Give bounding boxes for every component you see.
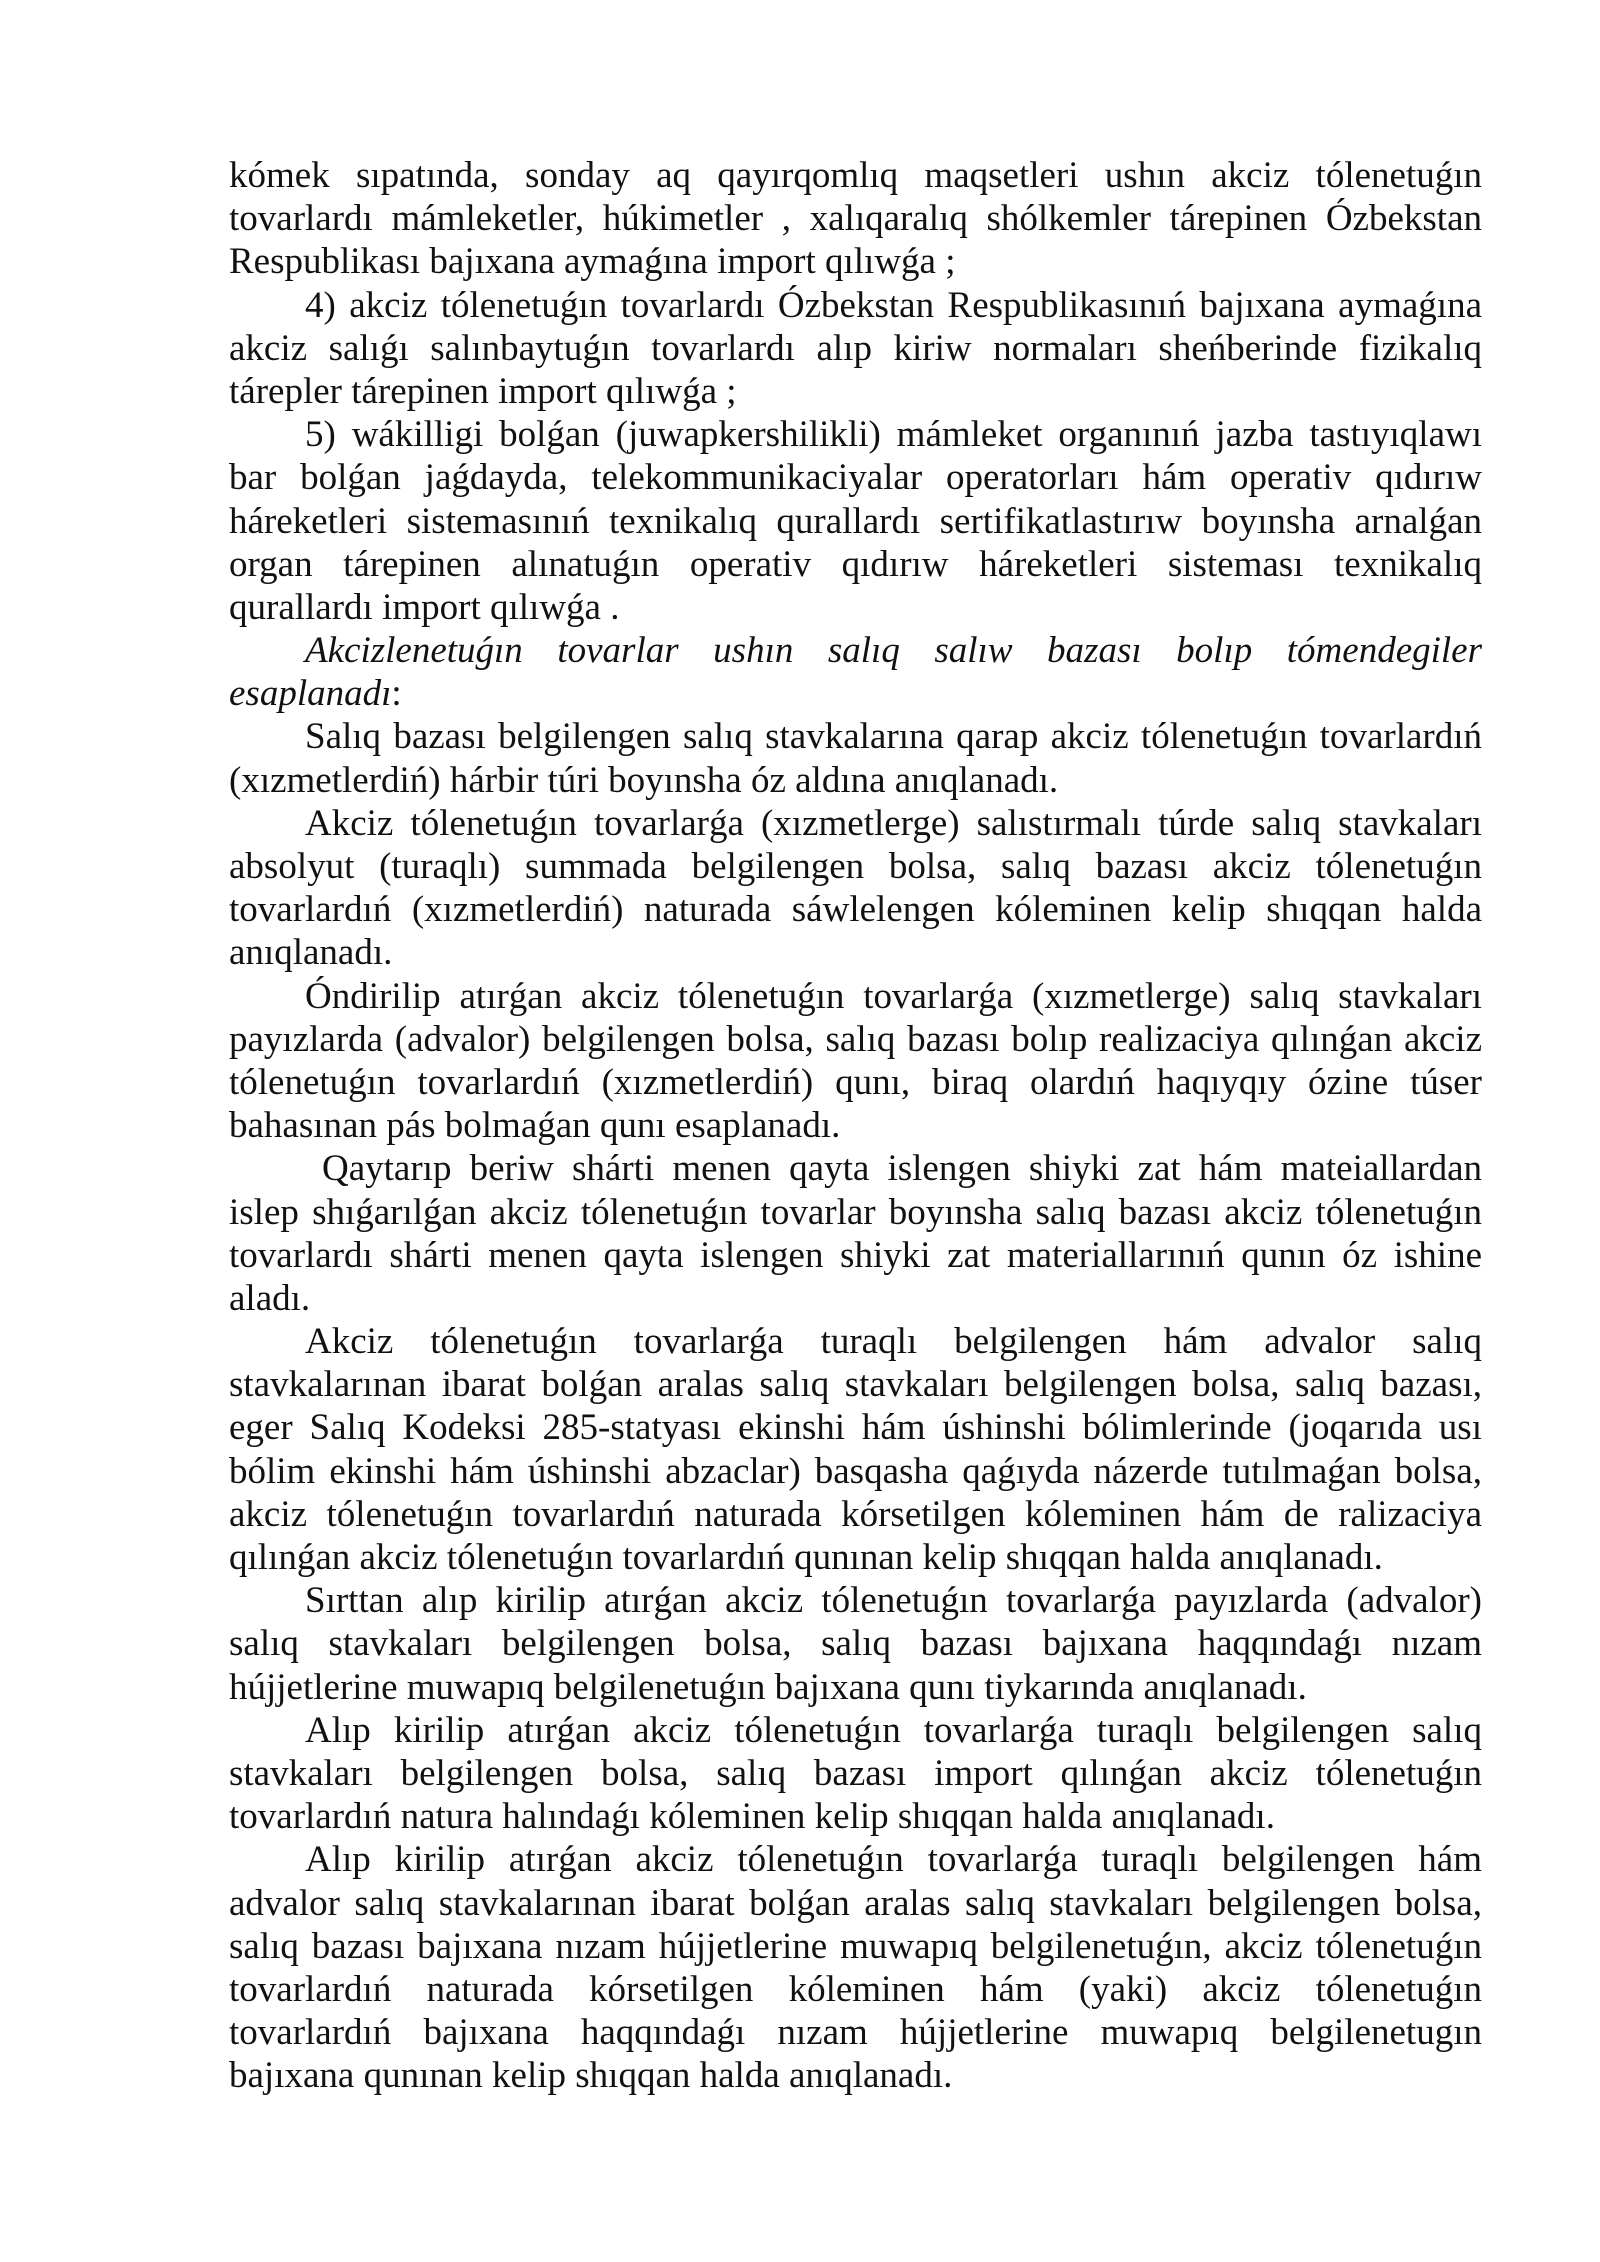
- text-line: Sırttan alıp kirilip atırǵan akciz tólenetuǵın tovarlarǵa payızlarda (advalor): [305, 1580, 1482, 1622]
- text-line: absolyut (turaqlı) summada belgilengen bolsa, salıq bazası akciz tólenetuǵın: [229, 846, 1482, 887]
- paragraph-1: [229, 154, 1482, 284]
- text-line: tovarlardıń (xızmetlerdiń) naturada sáwlelengen kóleminen kelip shıqqan halda: [229, 889, 1482, 931]
- text-line: stavkalarınan ibarat bolǵan aralas salıq stavkaları belgilengen bolsa, salıq bazası,: [229, 1364, 1482, 1406]
- text-line: tovarlardıń natura halındaǵı kóleminen kelip shıqqan halda anıqlanadı.: [229, 1796, 1275, 1838]
- text-line: kómek sıpatında, sonday aq qayırqomlıq maqsetleri ushın akciz tólenetuǵın: [229, 155, 1482, 196]
- paragraph-item-4: [229, 284, 1482, 414]
- text-line: salıq bazası bajıxana nızam hújjetlerine muwapıq belgilenetuǵın, akciz tólenetuǵın: [229, 1925, 1482, 1967]
- text-line: tovarlardıń naturada kórsetilgen kóleminen hám (yaki) akciz tólenetuǵın: [229, 1968, 1482, 2010]
- text-line: tólenetuǵın tovarlardıń (xızmetlerdiń) qunı, biraq olardıń haqıyqıy ózine túser: [229, 1061, 1482, 1103]
- text-line: 4) akciz tólenetuǵın tovarlardı Ózbekstan Respublikasınıń bajıxana aymaǵına: [305, 284, 1482, 326]
- document-body: [229, 154, 1482, 2097]
- text-line: akciz salıǵı salınbaytuǵın tovarlardı alıp kiriw normaları sheńberinde fizikalıq: [229, 327, 1482, 369]
- text-line: bajıxana qunınan kelip shıqqan halda anıqlanadı.: [229, 2055, 953, 2097]
- paragraph: [229, 802, 1482, 975]
- italic-heading-paragraph: [229, 629, 1482, 715]
- text-line: hújjetlerine muwapıq belgilenetuǵın bajıxana qunı tiykarında anıqlanadı.: [229, 1666, 1307, 1708]
- paragraph: [229, 1320, 1482, 1579]
- text-line: akciz tólenetuǵın tovarlardıń naturada kórsetilgen kóleminen hám de ralizaciya: [229, 1493, 1482, 1535]
- colon-suffix: :: [391, 673, 402, 715]
- text-line: Óndirilip atırǵan akciz tólenetuǵın tovarlarǵa (xızmetlerge) salıq stavkaları: [305, 975, 1482, 1017]
- text-line: Salıq bazası belgilengen salıq stavkalarına qarap akciz tólenetuǵın tovarlardıń: [305, 716, 1482, 758]
- text-line: Akciz tólenetuǵın tovarlarǵa turaqlı belgilengen hám advalor salıq: [305, 1321, 1482, 1363]
- text-line: bahasınan pás bolmaǵan qunı esaplanadı.: [229, 1105, 841, 1147]
- text-line: [229, 672, 1482, 715]
- paragraph: [229, 975, 1482, 1148]
- text-line: Qaytarıp beriw shárti menen qayta islengen shiyki zat hám mateiallardan: [322, 1148, 1482, 1190]
- paragraph: [229, 1579, 1482, 1709]
- text-line: tovarlardı shárti menen qayta islengen shiyki zat materiallarınıń qunın óz ishine: [229, 1234, 1482, 1276]
- text-line: háreketleri sistemasınıń texnikalıq qurallardı sertifikatlastırıw boyınsha arnalǵan: [229, 500, 1482, 542]
- paragraph: [229, 1147, 1482, 1320]
- text-line: salıq stavkaları belgilengen bolsa, salıq bazası bajıxana haqqındaǵı nızam: [229, 1623, 1482, 1665]
- text-line: islep shıǵarılǵan akciz tólenetuǵın tovarlar boyınsha salıq bazası akciz tólenetuǵın: [229, 1191, 1482, 1233]
- text-line: bar bolǵan jaǵdayda, telekommunikaciyalar operatorları hám operativ qıdırıw: [229, 457, 1482, 499]
- text-line: organ tárepinen alınatuǵın operativ qıdırıw háreketleri sisteması texnikalıq: [229, 543, 1482, 585]
- paragraph: [229, 1838, 1482, 2097]
- text-line: Alıp kirilip atırǵan akciz tólenetuǵın tovarlarǵa turaqlı belgilengen hám: [305, 1839, 1482, 1881]
- text-line: Respublikası bajıxana aymaǵına import qılıwǵa ;: [229, 241, 956, 283]
- text-line: Akciz tólenetuǵın tovarlarǵa (xızmetlerge) salıstırmalı túrde salıq stavkaları: [305, 802, 1482, 844]
- text-line: eger Salıq Kodeksi 285-statyası ekinshi hám úshinshi bólimlerinde (joqarıda usı: [229, 1407, 1482, 1449]
- text-line: Alıp kirilip atırǵan akciz tólenetuǵın tovarlarǵa turaqlı belgilengen salıq: [305, 1709, 1482, 1751]
- text-line: 5) wákilligi bolǵan (juwapkershilikli) mámleket organınıń jazba tastıyıqlawı: [305, 414, 1482, 456]
- text-line: qurallardı import qılıwǵa .: [229, 586, 620, 628]
- text-line: advalor salıq stavkalarınan ibarat bolǵan aralas salıq stavkaları belgilengen bolsa,: [229, 1882, 1482, 1924]
- text-line: payızlarda (advalor) belgilengen bolsa, salıq bazası bolıp realizaciya qılınǵan akciz: [229, 1018, 1482, 1060]
- paragraph: [229, 715, 1482, 801]
- text-line: aladı.: [229, 1277, 311, 1319]
- text-line: stavkaları belgilengen bolsa, salıq bazası import qılınǵan akciz tólenetuǵın: [229, 1752, 1482, 1794]
- text-line: tovarlardıń bajıxana haqqındaǵı nızam hújjetlerine muwapıq belgilenetugın: [229, 2012, 1482, 2054]
- text-line: Akcizlenetuǵın tovarlar ushın salıq salıw bazası bolıp tómendegiler: [305, 630, 1482, 672]
- paragraph-item-5: [229, 413, 1482, 629]
- text-line: bólim ekinshi hám úshinshi abzaclar) basqasha qaǵıyda názerde tutılmaǵan bolsa,: [229, 1450, 1482, 1492]
- text-line: (xızmetlerdiń) hárbir túri boyınsha óz aldına anıqlanadı.: [229, 759, 1059, 801]
- text-line: anıqlanadı.: [229, 932, 393, 974]
- text-line: tárepler tárepinen import qılıwǵa ;: [229, 370, 737, 412]
- italic-text: esaplanadı: [229, 673, 392, 715]
- text-line: qılınǵan akciz tólenetuǵın tovarlardıń qunınan kelip shıqqan halda anıqlanadı.: [229, 1537, 1383, 1578]
- paragraph: [229, 1709, 1482, 1839]
- text-line: tovarlardı mámleketler, húkimetler , xalıqaralıq shólkemler tárepinen Ózbekstan: [229, 198, 1482, 240]
